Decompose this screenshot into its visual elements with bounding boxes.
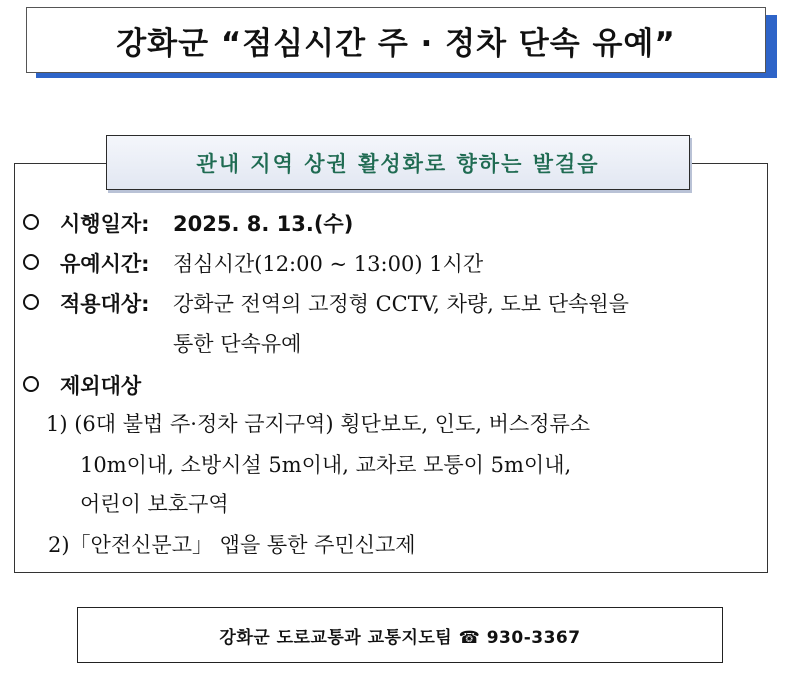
item-value-continued: 통한 단속유예 bbox=[173, 332, 302, 356]
circle-bullet-icon bbox=[23, 214, 39, 230]
exclusion-item-1-line-2: 10m이내, 소방시설 5m이내, 교차로 모퉁이 5m이내, bbox=[80, 453, 572, 477]
circle-bullet-icon bbox=[23, 294, 39, 310]
item-label: 시행일자: bbox=[60, 212, 150, 236]
exclusion-item-2: 2)「안전신문고」 앱을 통한 주민신고제 bbox=[48, 533, 416, 557]
item-value: 강화군 전역의 고정형 CCTV, 차량, 도보 단속원을 bbox=[173, 292, 629, 316]
item-label: 제외대상 bbox=[60, 374, 142, 398]
contact-footer: 강화군 도로교통과 교통지도팀 ☎ 930-3367 bbox=[77, 607, 723, 663]
item-value: 2025. 8. 13.(수) bbox=[173, 212, 354, 236]
item-label: 적용대상: bbox=[60, 292, 150, 316]
exclusion-item-1-line-3: 어린이 보호구역 bbox=[80, 492, 229, 516]
exclusion-item-1: 1) (6대 불법 주·정차 금지구역) 횡단보도, 인도, 버스정류소 bbox=[46, 412, 591, 436]
item-label: 유예시간: bbox=[60, 252, 150, 276]
circle-bullet-icon bbox=[23, 254, 39, 270]
item-value: 점심시간(12:00 ~ 13:00) 1시간 bbox=[173, 252, 484, 276]
page-title: 강화군 “점심시간 주 · 정차 단속 유예” bbox=[26, 7, 766, 73]
subtitle-banner: 관내 지역 상권 활성화로 향하는 발걸음 bbox=[106, 135, 690, 190]
circle-bullet-icon bbox=[23, 376, 39, 392]
